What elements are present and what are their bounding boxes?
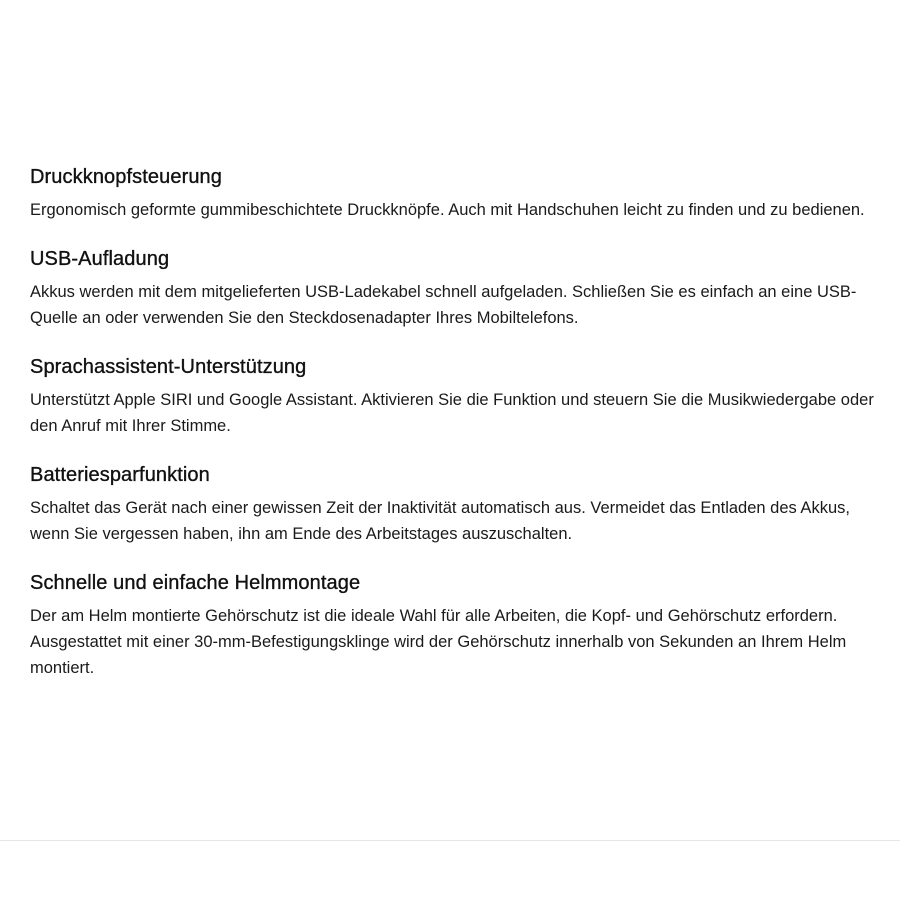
feature-description: Akkus werden mit dem mitgelieferten USB-Ladekabel schnell aufgeladen. Schließen Sie es einfach an eine USB-Quelle an oder verwenden Sie den Steckdosenadapter Ihres Mobiltelefons. (30, 283, 857, 327)
feature-title: Druckknopfsteuerung (30, 166, 223, 188)
feature-description: Schaltet das Gerät nach einer gewissen Zeit der Inaktivität automatisch aus. Vermeidet das Entladen des Akkus, wenn Sie vergessen haben, ihn am Ende des Arbeitstages auszuschalten. (30, 499, 850, 543)
feature-helmet-mounting (30, 569, 892, 681)
feature-push-button-control (30, 163, 892, 223)
feature-title: Sprachassistent-Unterstützung (30, 356, 307, 378)
feature-voice-assistant (30, 353, 892, 439)
feature-title: Schnelle und einfache Helmmontage (30, 572, 361, 594)
feature-usb-charging (30, 245, 892, 331)
feature-title: Batteriesparfunktion (30, 464, 210, 486)
feature-description: Der am Helm montierte Gehörschutz ist die ideale Wahl für alle Arbeiten, die Kopf- und Gehörschutz erfordern. Ausgestattet mit einer 30-mm-Befestigungsklinge wird der Gehörschutz innerhalb von Sekunden an Ihrem Helm montiert. (30, 607, 847, 677)
bottom-divider (0, 840, 900, 841)
feature-title: USB-Aufladung (30, 248, 170, 270)
feature-list (30, 163, 892, 703)
feature-description: Ergonomisch geformte gummibeschichtete Druckknöpfe. Auch mit Handschuhen leicht zu finden und zu bedienen. (30, 201, 865, 219)
feature-description: Unterstützt Apple SIRI und Google Assistant. Aktivieren Sie die Funktion und steuern Sie die Musikwiedergabe oder den Anruf mit Ihrer Stimme. (30, 391, 874, 435)
feature-battery-saving (30, 461, 892, 547)
